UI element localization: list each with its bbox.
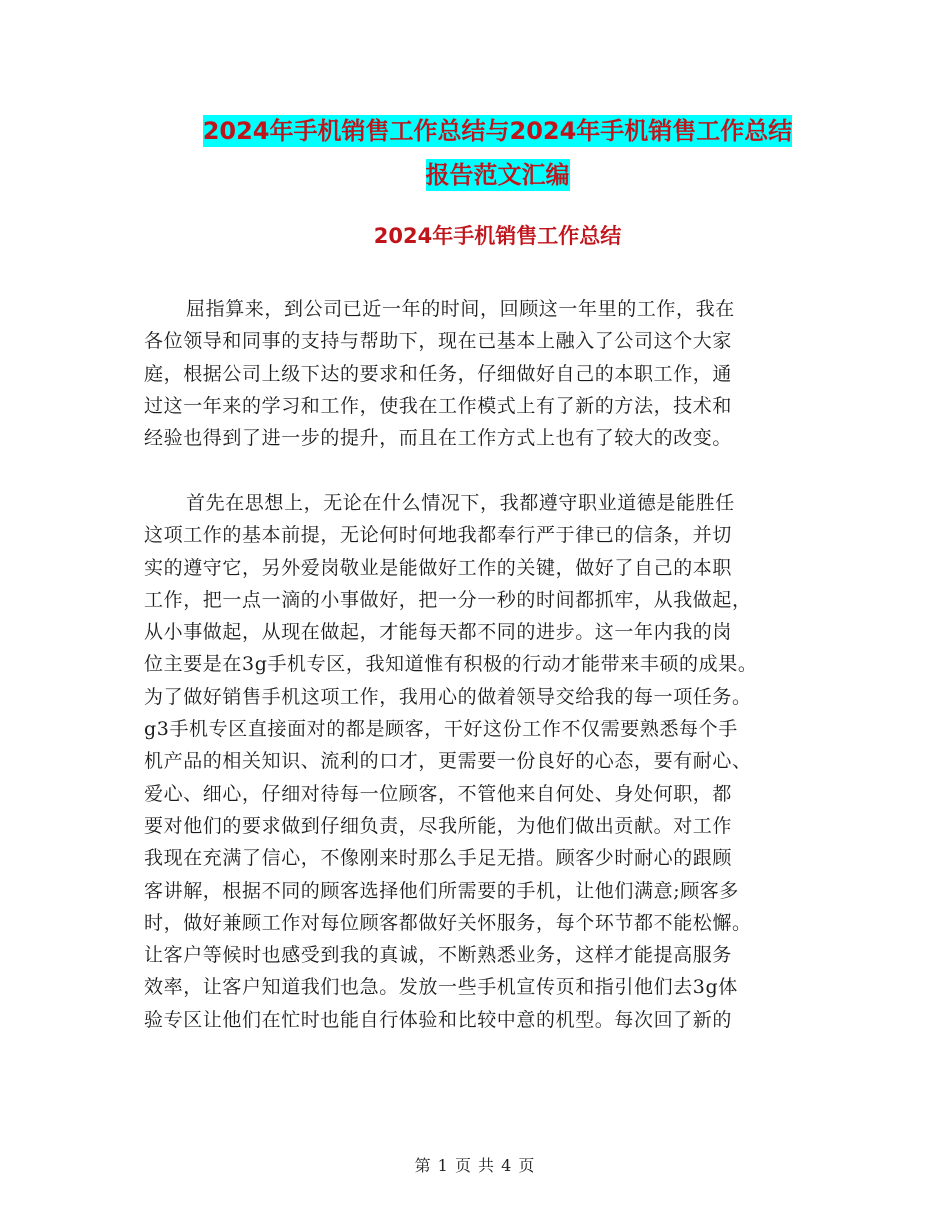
text-line: 庭，根据公司上级下达的要求和任务，仔细做好自己的本职工作，通 bbox=[144, 362, 733, 385]
text-line: 爱心、细心，仔细对待每一位顾客，不管他来自何处、身处何职，都 bbox=[144, 782, 733, 805]
text-line: 要对他们的要求做到仔细负责，尽我所能，为他们做出贡献。对工作 bbox=[144, 814, 733, 837]
text-line: 从小事做起，从现在做起，才能每天都不同的进步。这一年内我的岗 bbox=[144, 621, 733, 644]
paragraph-1 bbox=[144, 293, 804, 454]
text-line: 我现在充满了信心，不像刚来时那么手足无措。顾客少时耐心的跟顾 bbox=[144, 847, 733, 870]
document-title-line1 bbox=[140, 114, 855, 148]
text-line: 实的遵守它，另外爱岗敬业是能做好工作的关键，做好了自己的本职 bbox=[144, 556, 733, 579]
text-line: 客讲解，根据不同的顾客选择他们所需要的手机，让他们满意;顾客多 bbox=[144, 879, 740, 902]
text-line: 各位领导和同事的支持与帮助下，现在已基本上融入了公司这个大家 bbox=[144, 330, 733, 353]
text-line: 屈指算来，到公司已近一年的时间，回顾这一年里的工作，我在 bbox=[186, 298, 735, 320]
text-line: 位主要是在3g手机专区，我知道惟有积极的行动才能带来丰硕的成果。 bbox=[144, 653, 758, 676]
text-line: 工作，把一点一滴的小事做好，把一分一秒的时间都抓牢，从我做起， bbox=[144, 588, 752, 611]
page-footer: 第 1 页 共 4 页 bbox=[414, 1156, 536, 1175]
text-line: 首先在思想上，无论在什么情况下，我都遵守职业道德是能胜任 bbox=[186, 492, 735, 514]
text-line: 让客户等候时也感受到我的真诚，不断熟悉业务，这样才能提高服务 bbox=[144, 944, 733, 967]
text-line: 为了做好销售手机这项工作，我用心的做着领导交给我的每一项任务。 bbox=[144, 685, 752, 708]
text-line: g3手机专区直接面对的都是顾客，干好这份工作不仅需要熟悉每个手 bbox=[144, 718, 738, 741]
text-line: 效率，让客户知道我们也急。发放一些手机宣传页和指引他们去3g体 bbox=[144, 976, 738, 999]
text-line: 机产品的相关知识、流利的口才，更需要一份良好的心态，要有耐心、 bbox=[144, 750, 752, 773]
text-line: 验专区让他们在忙时也能自行体验和比较中意的机型。每次回了新的 bbox=[144, 1008, 733, 1031]
paragraph-2 bbox=[144, 487, 804, 1036]
text-line: 这项工作的基本前提，无论何时何地我都奉行严于律已的信条，并切 bbox=[144, 524, 733, 547]
title-highlight: 报告范文汇编 bbox=[425, 161, 570, 189]
text-line: 时，做好兼顾工作对每位顾客都做好关怀服务，每个环节都不能松懈。 bbox=[144, 911, 752, 934]
document-title-line2 bbox=[140, 158, 855, 192]
section-heading: 2024年手机销售工作总结 bbox=[373, 224, 622, 248]
text-line: 经验也得到了进一步的提升，而且在工作方式上也有了较大的改变。 bbox=[144, 427, 733, 450]
text-line: 过这一年来的学习和工作，使我在工作模式上有了新的方法，技术和 bbox=[144, 394, 733, 417]
title-highlight: 2024年手机销售工作总结与2024年手机销售工作总结 bbox=[202, 117, 793, 145]
